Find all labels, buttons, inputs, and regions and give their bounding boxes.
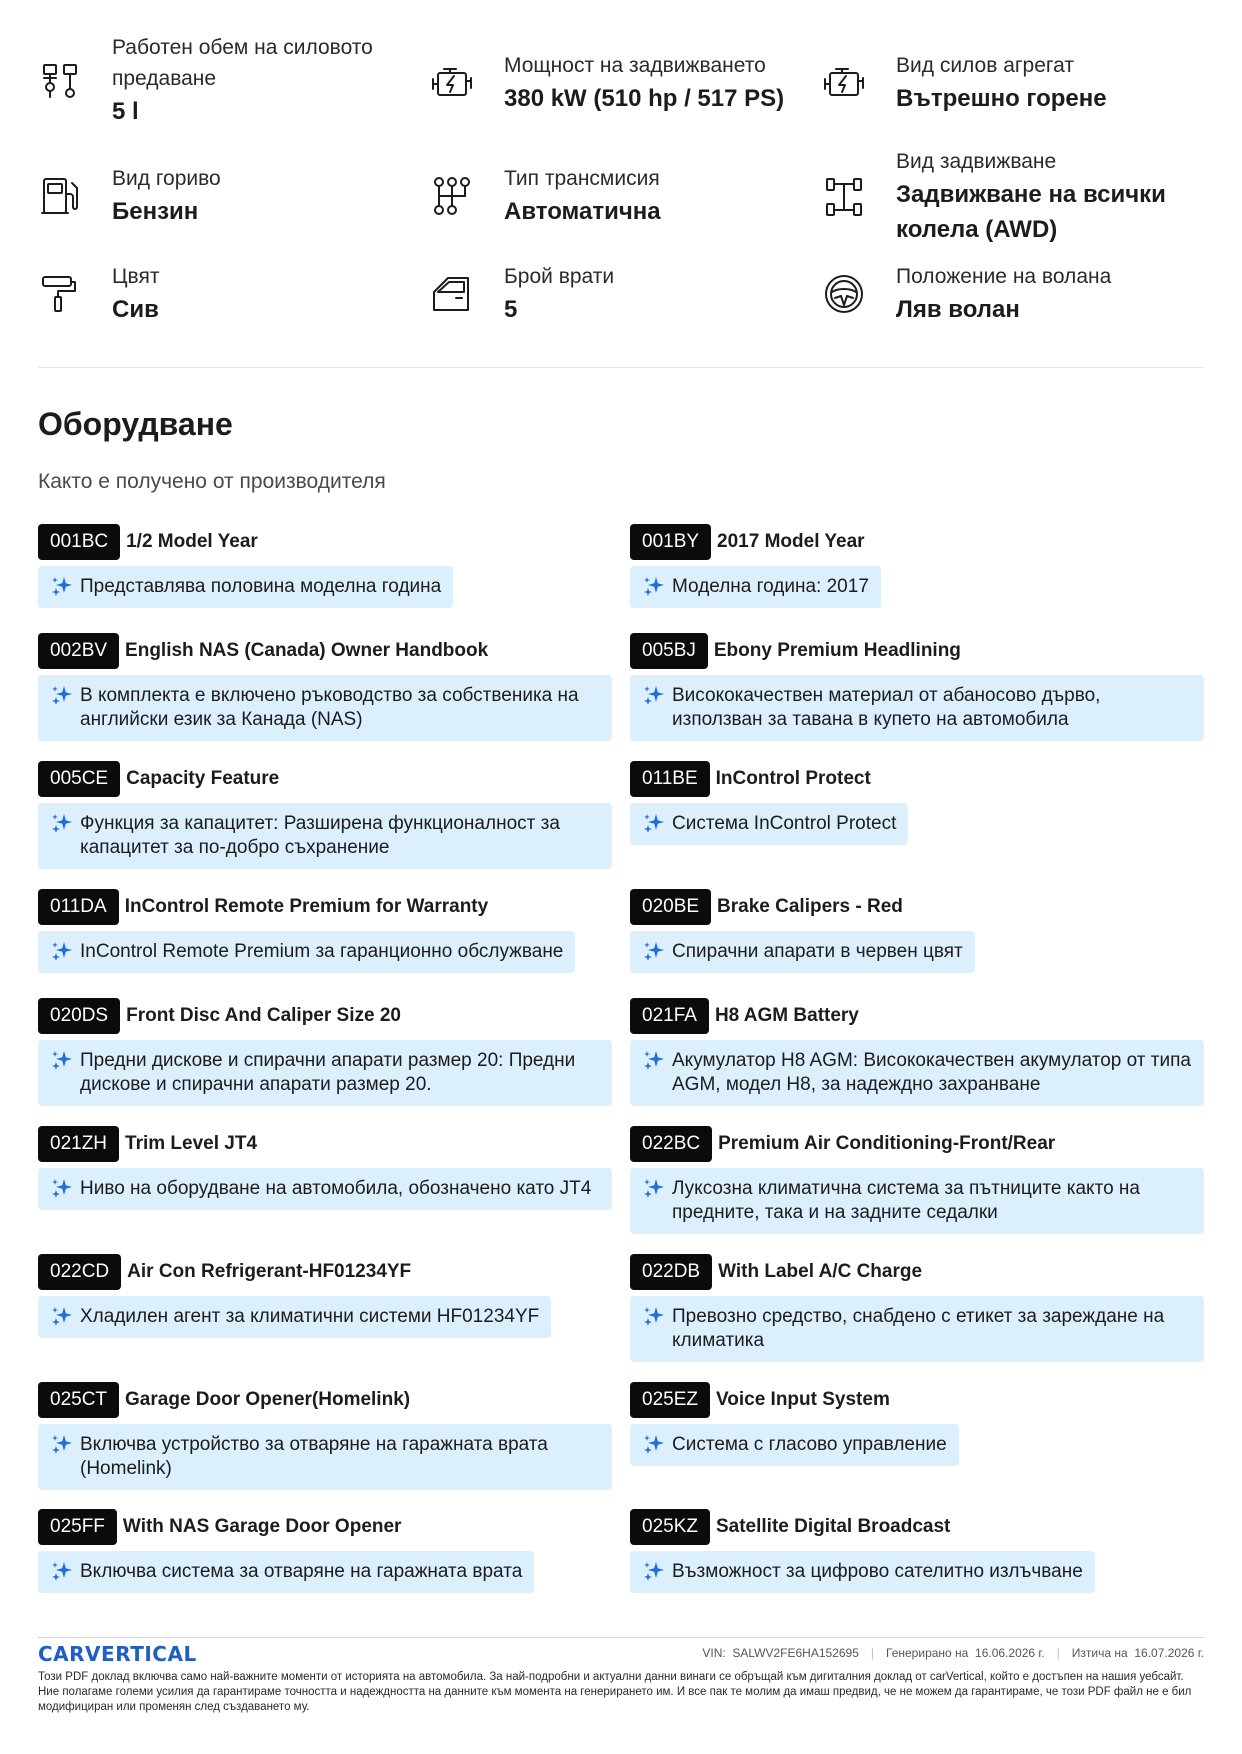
spec-value: Задвижване на всички колела (AWD) [896,181,1166,243]
equipment-code: 022BC [630,1126,712,1162]
equipment-name: Capacity Feature [126,768,280,789]
equipment-description [38,566,453,608]
equipment-desc-text: Акумулатор H8 AGM: Висококачествен акумулатор от типа AGM, модел H8, за надеждно захранване [672,1050,1191,1095]
expires-date: 16.07.2026 г. [1134,1646,1204,1660]
spec-engine-type [822,50,1107,116]
gearbox-icon [430,174,474,218]
equipment-name: Premium Air Conditioning-Front/Rear [718,1133,1056,1154]
equipment-item [630,633,1204,741]
equipment-name: Voice Input System [715,1389,890,1410]
sparkle-icon [50,1560,74,1584]
equipment-code: 025CT [38,1382,119,1418]
sparkle-icon [50,1305,74,1329]
equipment-name: InControl Remote Premium for Warranty [124,896,489,917]
equipment-code: 005BJ [630,633,708,669]
generated-date: 16.06.2026 г. [975,1646,1045,1660]
equipment-description [38,1424,612,1490]
equipment-code: 011BE [630,761,710,797]
equipment-description [38,1551,534,1593]
sparkle-icon [50,575,74,599]
equipment-desc-text: Спирачни апарати в червен цвят [672,941,963,962]
footer-divider [38,1637,1204,1638]
spec-label: Брой врати [504,265,615,288]
spec-value: Автоматична [504,198,661,225]
engine-power-icon [430,61,474,105]
equipment-description [38,931,575,973]
vin-label: VIN: [702,1646,726,1660]
equipment-description [630,1040,1204,1106]
spec-color [38,261,159,327]
sparkle-icon [642,1560,666,1584]
equipment-item [630,998,1204,1106]
generated-label: Генерирано на [886,1646,969,1660]
equipment-desc-text: Система с гласово управление [672,1434,947,1455]
equipment-name: Front Disc And Caliper Size 20 [126,1005,401,1026]
equipment-desc-text: Представлява половина моделна година [80,576,442,597]
equipment-item [630,524,1204,608]
spec-value: 5 [504,296,518,323]
spec-label: Работен обем на силовото предаване [112,36,373,90]
spec-power [430,50,784,116]
equipment-name: Garage Door Opener(Homelink) [125,1389,411,1410]
spec-label: Вид задвижване [896,150,1057,173]
equipment-item [38,1509,612,1593]
equipment-description [630,566,881,608]
equipment-description [630,803,908,845]
report-meta [702,1646,1204,1660]
equipment-desc-text: Включва устройство за отваряне на гаражната врата (Homelink) [80,1434,548,1479]
expires-label: Изтича на [1071,1646,1128,1660]
spec-displacement [38,32,392,129]
equipment-code: 002BV [38,633,119,669]
equipment-description [630,1168,1204,1234]
engine-type-icon [822,61,866,105]
equipment-desc-text: Предни дискове и спирачни апарати размер 20: Предни дискове и спирачни апарати размер 20. [80,1050,576,1095]
spec-label: Цвят [112,265,160,288]
equipment-item [630,889,1204,973]
equipment-code: 011DA [38,889,119,925]
equipment-description [38,675,612,741]
equipment-desc-text: Ниво на оборудване на автомобила, обозначено като JT4 [80,1178,592,1199]
equipment-code: 021FA [630,998,709,1034]
equipment-desc-text: Луксозна климатична система за пътниците както на предните, така и на задните седалки [672,1178,1140,1223]
equipment-name: 1/2 Model Year [126,531,258,552]
equipment-description [38,1296,551,1338]
engine-displacement-icon [38,59,82,103]
spec-label: Положение на волана [896,265,1112,288]
spec-label: Вид силов агрегат [896,54,1074,77]
equipment-name: Trim Level JT4 [125,1133,258,1154]
spec-label: Тип трансмисия [504,167,660,190]
equipment-desc-text: В комплекта е включено ръководство за собственика на английски език за Канада (NAS) [80,685,579,730]
equipment-item [38,998,612,1106]
section-divider [38,367,1204,368]
equipment-name: H8 AGM Battery [714,1005,859,1026]
equipment-item [38,1382,612,1490]
sparkle-icon [642,1177,666,1201]
equipment-name: Air Con Refrigerant-HF01234YF [127,1261,412,1282]
equipment-item [38,889,612,973]
paint-roller-icon [38,272,82,316]
equipment-code: 005CE [38,761,120,797]
spec-value: 5 l [112,98,139,125]
equipment-code: 022DB [630,1254,712,1290]
equipment-description [630,1424,959,1466]
equipment-name: Ebony Premium Headlining [713,640,961,661]
equipment-desc-text: Функция за капацитет: Разширена функционалност за капацитет за по-добро съхранение [80,813,560,858]
spec-value: Вътрешно горене [896,85,1107,112]
fuel-pump-icon [38,174,82,218]
equipment-item [38,633,612,741]
vehicle-specs [38,0,1204,368]
spec-value: Сив [112,296,159,323]
sparkle-icon [50,1433,74,1457]
sparkle-icon [642,684,666,708]
spec-label: Вид гориво [112,167,221,190]
equipment-name: InControl Protect [715,768,871,789]
equipment-desc-text: Моделна година: 2017 [672,576,869,597]
sparkle-icon [642,940,666,964]
spec-value: Бензин [112,198,199,225]
sparkle-icon [50,812,74,836]
equipment-desc-text: Включва система за отваряне на гаражната врата [80,1561,523,1582]
spec-steering [822,261,1111,327]
spec-doors [430,261,614,327]
equipment-item [38,761,612,869]
equipment-name: Brake Calipers - Red [717,896,903,917]
spec-transmission [430,163,661,229]
equipment-description [38,803,612,869]
equipment-subtitle: Както е получено от производителя [38,470,386,493]
footer-disclaimer: Този PDF доклад включва само най-важните моменти от историята на автомобила. За най-подробни и актуални данни винаги се обръщай към дигиталния доклад от carVertical, който е достъпен на нашия уебсайт. Ние полагаме големи усилия да гарантираме точността и надеждността на данните към момента на генерирането им. И все пак те молим да имаш предвид, че не можем да гарантираме, че този PDF файл не е бил модифициран или променян след създаването му. [38,1671,1192,1713]
equipment-description [630,675,1204,741]
equipment-description [630,931,975,973]
equipment-name: English NAS (Canada) Owner Handbook [125,640,489,661]
equipment-code: 021ZH [38,1126,119,1162]
spec-fuel [38,163,221,229]
equipment-item [630,1509,1204,1593]
drivetrain-icon [822,175,866,219]
spec-value: 380 kW (510 hp / 517 PS) [504,85,785,112]
sparkle-icon [50,684,74,708]
equipment-code: 020DS [38,998,120,1034]
equipment-item [38,1254,612,1338]
equipment-desc-text: Превозно средство, снабдено с етикет за зареждане на климатика [672,1306,1165,1351]
equipment-name: Satellite Digital Broadcast [715,1516,951,1537]
equipment-code: 022CD [38,1254,121,1290]
equipment-desc-text: Висококачествен материал от абаносово дърво, използван за тавана в купето на автомобила [672,685,1101,730]
equipment-name: With NAS Garage Door Opener [122,1516,402,1537]
equipment-code: 025FF [38,1509,117,1545]
sparkle-icon [642,1049,666,1073]
equipment-item [630,761,1204,845]
equipment-item [38,1126,612,1210]
equipment-desc-text: Система InControl Protect [672,813,897,834]
equipment-desc-text: Възможност за цифрово сателитно излъчване [672,1561,1083,1582]
meta-separator: | [1056,1646,1060,1660]
equipment-description [630,1296,1204,1362]
sparkle-icon [642,575,666,599]
equipment-name: With Label A/C Charge [718,1261,923,1282]
equipment-description [630,1551,1095,1593]
equipment-code: 025EZ [630,1382,710,1418]
spec-label: Мощност на задвижването [504,54,766,77]
equipment-description [38,1168,612,1210]
equipment-item [630,1382,1204,1466]
spec-value: Ляв волан [896,296,1020,323]
equipment-description [38,1040,612,1106]
carvertical-logo: CARVERTICAL [38,1642,197,1666]
equipment-desc-text: Хладилен агент за климатични системи HF01234YF [80,1306,540,1327]
equipment-title: Оборудване [38,406,233,442]
equipment-code: 020BE [630,889,711,925]
spec-drivetrain [822,146,1186,247]
sparkle-icon [50,940,74,964]
sparkle-icon [642,1305,666,1329]
steering-wheel-icon [822,272,866,316]
meta-separator: | [870,1646,875,1660]
car-door-icon [430,272,474,316]
equipment-item [38,524,612,608]
sparkle-icon [642,812,666,836]
sparkle-icon [642,1433,666,1457]
equipment-code: 001BY [630,524,711,560]
sparkle-icon [50,1177,74,1201]
equipment-item [630,1254,1204,1362]
equipment-item [630,1126,1204,1234]
equipment-desc-text: InControl Remote Premium за гаранционно обслужване [80,941,564,962]
equipment-code: 001BC [38,524,120,560]
equipment-code: 025KZ [630,1509,710,1545]
sparkle-icon [50,1049,74,1073]
report-page [38,0,1204,1754]
vin-value: SALWV2FE6HA152695 [732,1646,859,1660]
equipment-name: 2017 Model Year [717,531,865,552]
